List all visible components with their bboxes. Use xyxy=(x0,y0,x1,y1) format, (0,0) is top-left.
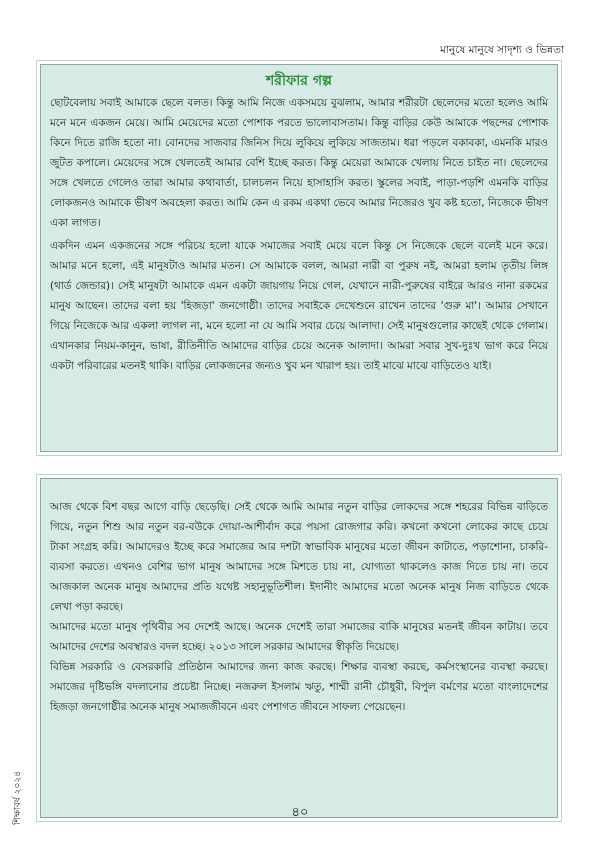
continuation-paragraph-2: আমাদের মতো মানুষ পৃথিবীর সব দেশেই আছে। অনেক দেশেই তারা সমাজের বাকি মানুষের মতনই জীবন কাটায়। তবে আমাদের দেশের অবস্থারও বদল হচ্ছে। ২০১৩ সালে সরকার আমাদের স্বীকৃতি দিয়েছে। xyxy=(50,621,548,653)
story-paragraph-2: একদিন এমন একজনের সঙ্গে পরিচয় হলো যাকে সমাজের সবাই মেয়ে বলে কিন্তু সে নিজেকে ছেলে বলেই মনে করে। আমার মনে হলো, এই মানুষটাও আমার মতন। সে আমাকে বলল, আমরা নারী বা পুরুষ নই, আমরা হলাম তৃতীয় লিঙ্গ (থার্ড জেন্ডার)। সেই মানুষটা আমাকে এমন একটা জায়গায় নিয়ে গেল, যেখানে নারী-পুরুষের বাইরে আরও নানা রকমের মানুষ আছেন। তাদের বলা হয় 'হিজড়া' জনগোষ্ঠী। তাদের সবাইকে দেখেশুনে রাখেন তাদের 'গুরু মা'। আমার সেখানে গিয়ে নিজেকে আর একলা লাগল না, মনে হলো না যে আমি সবার চেয়ে আলাদা। সেই মানুষগুলোর কাছেই থেকে গেলাম। এখানকার নিয়ম-কানুন, ভাষা, রীতিনীতি আমাদের বাড়ির চেয়ে অনেক আলাদা। আমরা সবার সুখ-দুঃখ ভাগ করে নিয়ে একটা পরিবারের মতনই থাকি। বাড়ির লোকজনের জন্যও খুব মন খারাপ হয়। তাই মাঝে মাঝে বাড়িতেও যাই। xyxy=(50,240,548,372)
page-number: ৪০ xyxy=(291,805,309,820)
running-header: মানুষে মানুষে সাদৃশ্য ও ভিন্নতা xyxy=(440,44,564,56)
academic-year-label: শিক্ষাবর্ষ ২০২৪ xyxy=(13,770,23,825)
story-title: শরীফার গল্প xyxy=(265,73,333,89)
story-paragraph-1: ছোটবেলায় সবাই আমাকে ছেলে বলত। কিন্তু আমি নিজে একসময়ে বুঝলাম, আমার শরীরটা ছেলেদের মতো হলেও আমি মনে মনে একজন মেয়ে। আমি মেয়েদের মতো পোশাক পরতে ভালোবাসতাম। কিন্তু বাড়ির কেউ আমাকে পছন্দের পোশাক কিনে দিতে রাজি হতো না। বোনদের সাজবার জিনিস দিয়ে লুকিয়ে লুকিয়ে সাজতাম। ধরা পড়লে বকাবকা, এমনকি মারও জুটত কপালে। মেয়েদের সঙ্গে খেলতেই আমার বেশি ইচ্ছে করত। কিন্তু মেয়েরা আমাকে খেলায় নিতে চাইত না। ছেলেদের সঙ্গে খেলতে গেলেও তারা আমার কথাবার্তা, চালচলন নিয়ে হাসাহাসি করত। স্কুলের সবাই, পাড়া-পড়শি এমনকি বাড়ির লোকজনও আমাকে ভীষণ অবহেলা করত। আমি কেন এ রকম একথা ভেবে আমার নিজেরও খুব কষ্ট হতো, নিজেকে ভীষণ একা লাগত। xyxy=(50,97,548,229)
continuation-paragraph-1: আজ থেকে বিশ বছর আগে বাড়ি ছেড়েছি। সেই থেকে আমি আমার নতুন বাড়ির লোকদের সঙ্গে শহরের বিভিন্ন বাড়িতে গিয়ে, নতুন শিশু আর নতুন বর-বউকে দোয়া-আশীর্বাদ করে পয়সা রোজগার করি। কখনো কখনো লোকের কাছে চেয়ে টাকা সংগ্রহ করি। আমাদেরও ইচ্ছে করে সমাজের আর দশটা স্বাভাবিক মানুষের মতো জীবন কাটাতে, পড়াশোনা, চাকরি-ব্যবসা করতে। এখনও বেশির ভাগ মানুষ আমাদের সঙ্গে মিশতে চায় না, যোগ্যতা থাকলেও কাজ দিতে চায় না। তবে আজকাল অনেক মানুষ আমাদের প্রতি যথেষ্ট সহানুভূতিশীল। ইদানীং আমাদের মতো অনেক মানুষ নিজ বাড়িতে থেকে লেখা পড়া করছে। xyxy=(50,501,548,613)
continuation-box xyxy=(40,478,558,818)
continuation-paragraph-3: বিভিন্ন সরকারি ও বেসরকারি প্রতিষ্ঠান আমাদের জন্য কাজ করছে। শিক্ষার ব্যবস্থা করছে, কর্মসংস্থানের ব্যবস্থা করছে। সমাজের দৃষ্টিভঙ্গি বদলানোর প্রচেষ্টা নিচ্ছে। নজরুল ইসলাম ঋতু, শাম্মী রানী চৌধুরী, বিপুল বর্মণের মতো বাংলাদেশের হিজড়া জনগোষ্ঠীর অনেক মানুষ সমাজজীবনে এবং পেশাগত জীবনে সাফল্য পেয়েছেন। xyxy=(50,661,548,713)
story-box xyxy=(40,64,558,452)
